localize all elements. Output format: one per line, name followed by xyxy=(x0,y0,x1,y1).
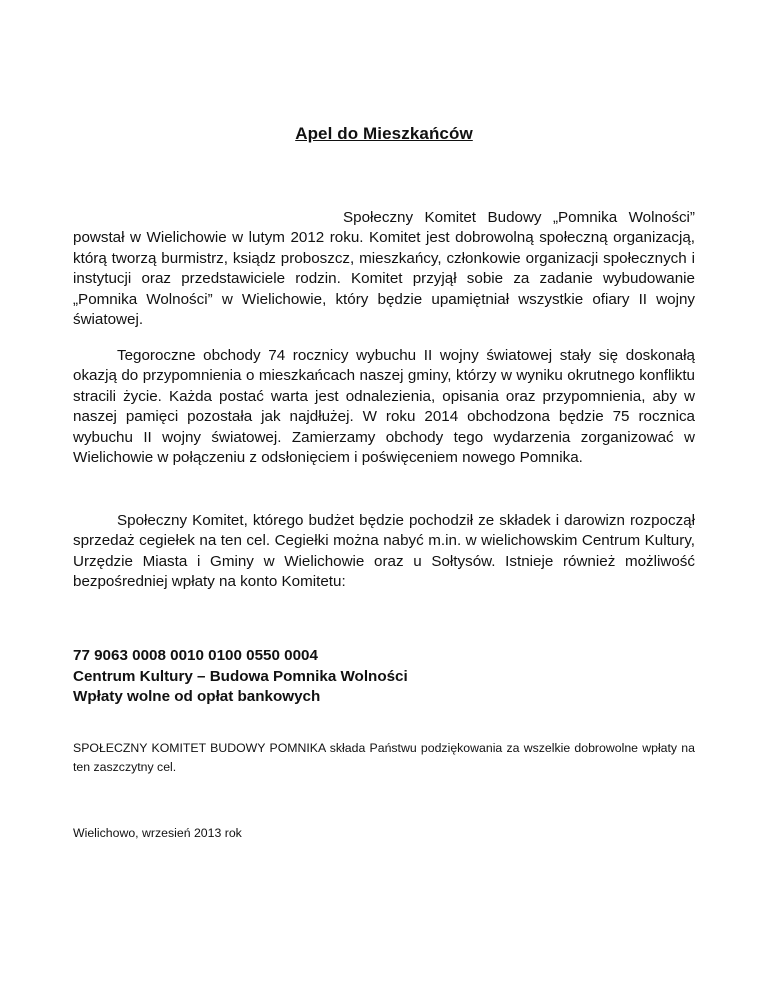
bank-recipient: Centrum Kultury – Budowa Pomnika Wolności xyxy=(73,667,408,685)
bank-account-number: 77 9063 0008 0010 0100 0550 0004 xyxy=(73,647,318,664)
place-date-signoff: Wielichowo, wrzesień 2013 rok xyxy=(73,826,242,840)
thanks-note: SPOŁECZNY KOMITET BUDOWY POMNIKA składa Państwu podziękowania za wszelkie dobrowolne wpłaty na ten zaszczytny cel. xyxy=(73,741,695,774)
bank-details xyxy=(73,646,695,708)
paragraph-committee: Społeczny Komitet Budowy „Pomnika Wolności” powstał w Wielichowie w lutym 2012 roku. Komitet jest dobrowolną społeczną organizacją, którą tworzą burmistrz, ksiądz proboszcz, mieszkańcy, członkowie organizacji społecznych i instytucji oraz przedstawiciele rodzin. Komitet przyjął sobie za zadanie wybudowanie „Pomnika Wolności” w Wielichowie, który będzie upamiętniał wszystkie ofiary II wojny światowej. xyxy=(73,209,695,329)
paragraph-donations: Społeczny Komitet, którego budżet będzie pochodził ze składek i darowizn rozpoczął sprzedaż cegiełek na ten cel. Cegiełki można nabyć m.in. w wielichowskim Centrum Kultury, Urzędzie Miasta i Gminy w Wielichowie oraz u Sołtysów. Istnieje również możliwość bezpośredniej wpłaty na konto Komitetu: xyxy=(73,512,695,591)
document-title: Apel do Mieszkańców xyxy=(295,124,473,143)
paragraph-anniversary: Tegoroczne obchody 74 rocznicy wybuchu II wojny światowej stały się doskonałą okazją do przypomnienia o mieszkańcach naszej gminy, którzy w wyniku okrutnego konfliktu stracili życie. Każda postać warta jest odnalezienia, opisania oraz przypomnienia, aby w naszej pamięci pozostała jak najdłużej. W roku 2014 obchodzona będzie 75 rocznica wybuchu II wojny światowej. Zamierzamy obchody tego wydarzenia zorganizować w Wielichowie w połączeniu z odsłonięciem i poświęceniem nowego Pomnika. xyxy=(73,347,695,467)
bank-fee-note: Wpłaty wolne od opłat bankowych xyxy=(73,688,321,705)
